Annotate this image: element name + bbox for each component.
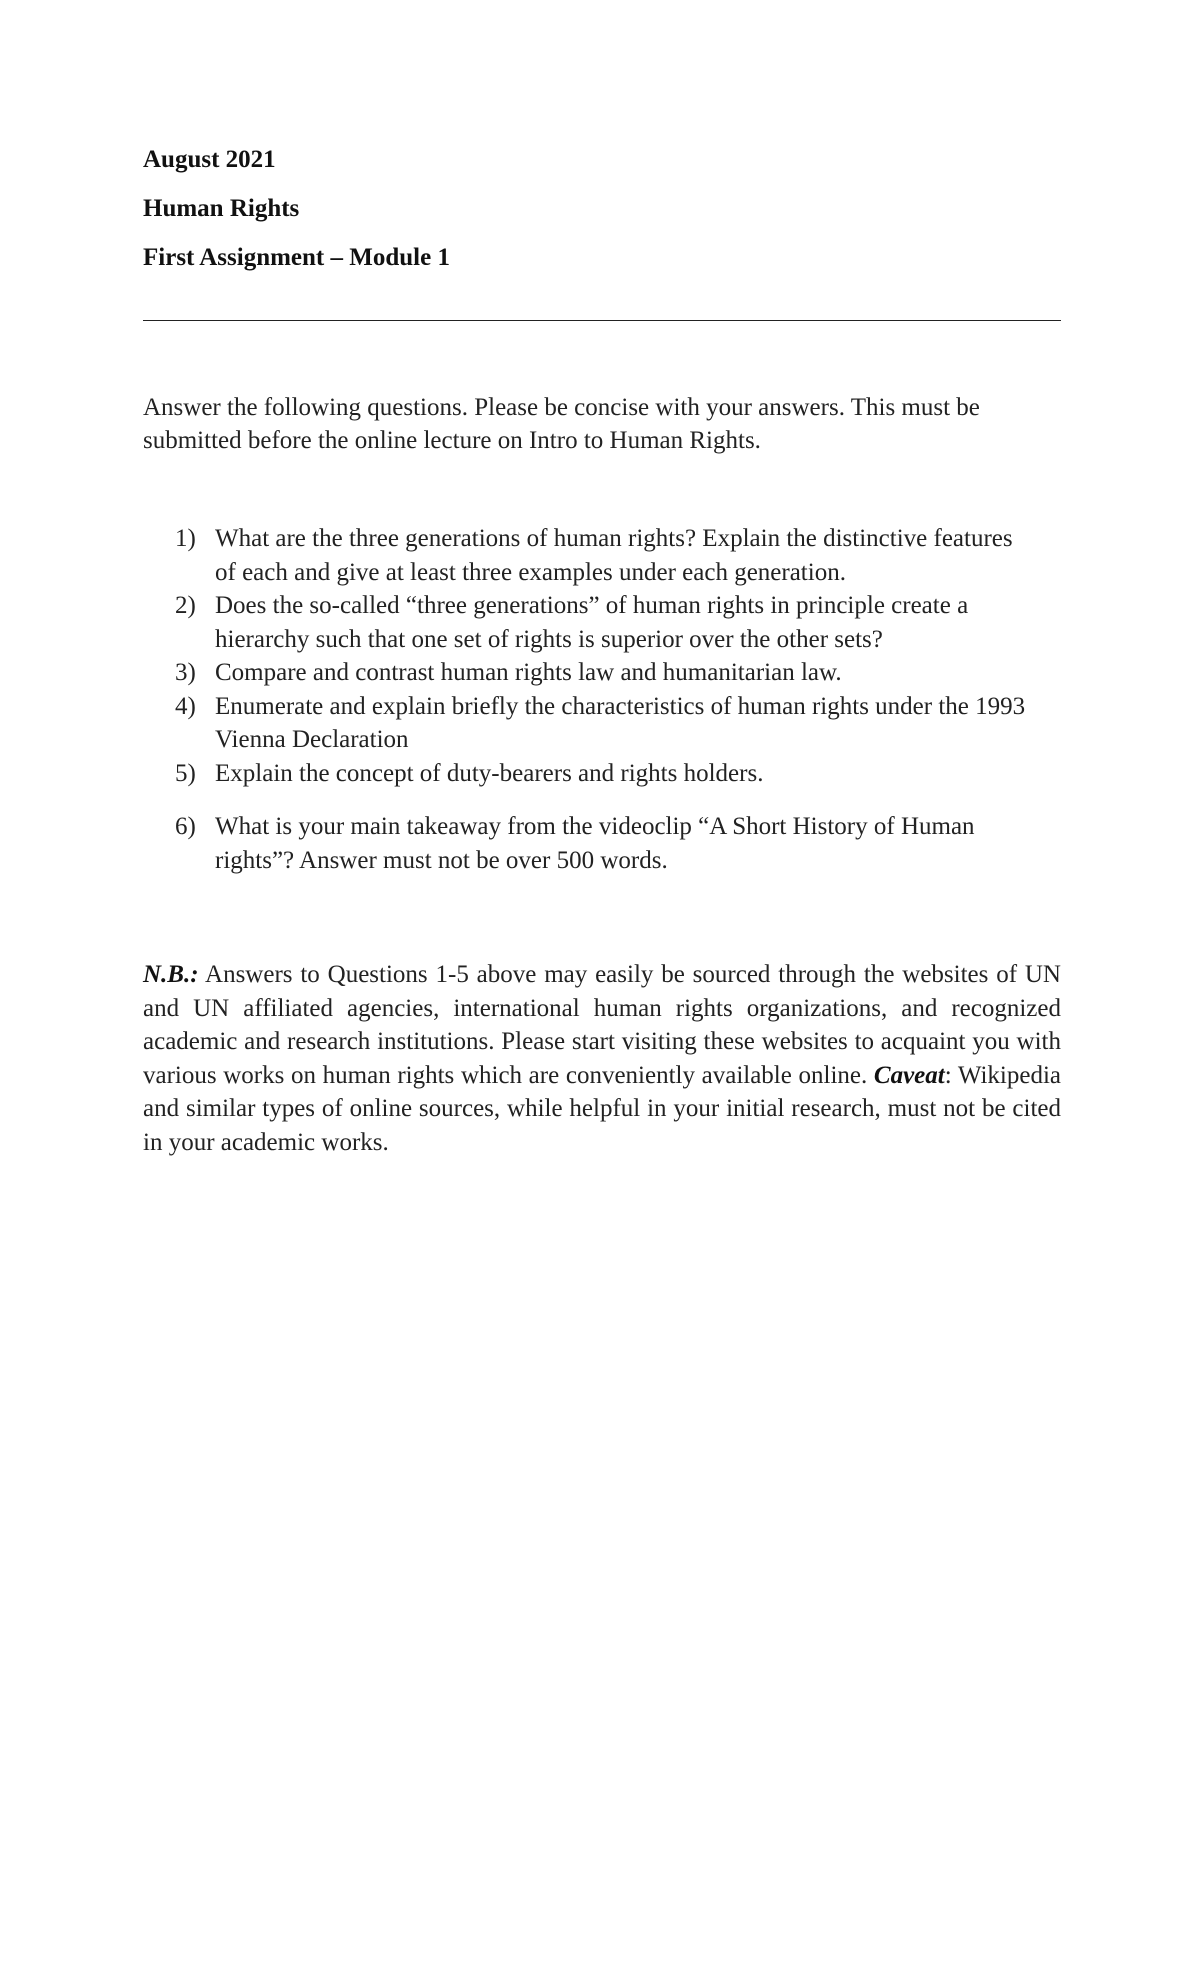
question-number: 5) [175,759,196,787]
question-number: 1) [175,525,196,552]
note-text: Answers to Questions 1-5 above may easily be sourced through the websites of UN and UN affiliated agencies, international human rights organizations, and recognized academic and research institutions. Please start visiting these websites to acquaint you with various works on human rights which are conveniently available online. [143,961,1061,1089]
document-date: August 2021 [143,146,276,173]
question-list [175,522,1035,877]
question-item-3 [175,656,1035,690]
question-number: 6) [175,813,196,840]
question-text: What are the three generations of human rights? Explain the distinctive features of each and give at least three examples under each generation. [215,525,1013,586]
question-text: Does the so-called “three generations” of human rights in principle create a hierarchy such that one set of rights is superior over the other sets? [215,592,969,653]
question-item-5 [175,757,1035,791]
caveat-text: : Wikipedia and similar types of online sources, while helpful in your initial research, must not be cited in your academic works. [143,1061,1061,1156]
question-number: 3) [175,659,196,686]
question-item-2 [175,589,1035,656]
assignment-title: First Assignment – Module 1 [143,244,450,271]
header-divider [143,320,1061,321]
question-number: 2) [175,592,196,619]
question-text: Explain the concept of duty-bearers and rights holders. [215,759,764,787]
caveat-label: Caveat [873,1061,945,1089]
question-text: What is your main takeaway from the videoclip “A Short History of Human rights”? Answer must not be over 500 words. [215,813,975,874]
question-number: 4) [175,692,196,720]
note-paragraph [143,958,1061,1159]
question-item-4 [175,690,1035,757]
instructions-paragraph: Answer the following questions. Please be concise with your answers. This must be submitted before the online lecture on Intro to Human Rights. [143,394,980,454]
course-title: Human Rights [143,195,300,222]
nb-label: N.B.: [143,961,199,988]
question-text: Enumerate and explain briefly the characteristics of human rights under the 1993 Vienna Declaration [215,692,1026,753]
question-text: Compare and contrast human rights law and humanitarian law. [215,659,842,686]
question-item-6 [175,810,1035,877]
question-item-1 [175,522,1035,589]
